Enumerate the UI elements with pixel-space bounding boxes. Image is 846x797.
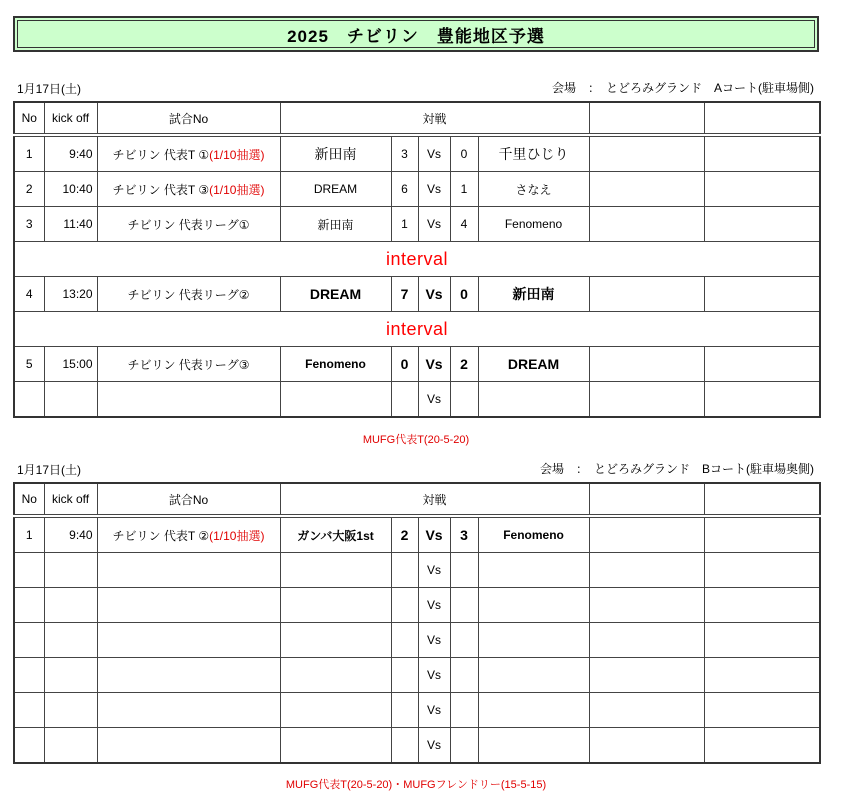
match-note: (1/10抽選): [209, 147, 265, 162]
table-row: [14, 135, 820, 172]
header-no: No: [14, 483, 44, 516]
vs-label: Vs: [418, 728, 450, 764]
score2: 0: [450, 277, 478, 312]
vs-label: Vs: [418, 623, 450, 658]
court-a-venue: 会場 ： とどろみグランド Aコート(駐車場側): [552, 81, 814, 95]
table-row: [14, 623, 820, 658]
vs-label: Vs: [418, 693, 450, 728]
interval-row: [14, 242, 820, 277]
match-cell: [97, 172, 280, 207]
table-row: [14, 588, 820, 623]
team1: DREAM: [280, 277, 391, 312]
score1: 1: [391, 207, 418, 242]
match-name: チビリン 代表リーグ①: [97, 207, 280, 242]
kickoff-time: 11:40: [44, 207, 97, 242]
table-row: [14, 693, 820, 728]
match-number: 5: [14, 347, 44, 382]
team1: 新田南: [280, 207, 391, 242]
match-number: 1: [14, 135, 44, 172]
team2: 千里ひじり: [478, 135, 589, 172]
team2: DREAM: [478, 347, 589, 382]
match-cell: [97, 516, 280, 553]
team1: 新田南: [280, 135, 391, 172]
vs-label: Vs: [418, 382, 450, 418]
kickoff-time: 9:40: [44, 135, 97, 172]
court-a-table: [13, 101, 821, 418]
kickoff-time: 10:40: [44, 172, 97, 207]
court-a-date: 1月17日(土): [17, 82, 82, 96]
header-no: No: [14, 102, 44, 135]
table-row: [14, 553, 820, 588]
header-kickoff: kick off: [44, 102, 97, 135]
table-row: [14, 728, 820, 764]
match-number: 2: [14, 172, 44, 207]
score1: 2: [391, 516, 418, 553]
team1: Fenomeno: [280, 347, 391, 382]
header-versus: 対戦: [280, 483, 589, 516]
header-row: [14, 102, 820, 135]
score2: 1: [450, 172, 478, 207]
court-b-venue: 会場 ： とどろみグランド Bコート(駐車場奥側): [540, 462, 814, 476]
match-note: (1/10抽選): [209, 182, 265, 197]
score2: 2: [450, 347, 478, 382]
team2: Fenomeno: [478, 207, 589, 242]
vs-label: Vs: [418, 553, 450, 588]
match-number: 4: [14, 277, 44, 312]
match-note: (1/10抽選): [209, 528, 265, 543]
match-name: チビリン 代表T ①: [112, 147, 210, 162]
header-match: 試合No: [97, 102, 280, 135]
match-name: チビリン 代表リーグ②: [97, 277, 280, 312]
vs-label: Vs: [418, 172, 450, 207]
team2: Fenomeno: [478, 516, 589, 553]
team2: さなえ: [478, 172, 589, 207]
score2: 0: [450, 135, 478, 172]
table-row: [14, 277, 820, 312]
team1: DREAM: [280, 172, 391, 207]
interval-row: [14, 312, 820, 347]
court-a-note: MUFG代表T(20-5-20): [362, 434, 470, 446]
kickoff-time: 9:40: [44, 516, 97, 553]
score2: 4: [450, 207, 478, 242]
header-row: [14, 483, 820, 516]
table-row: [14, 347, 820, 382]
court-b-date: 1月17日(土): [17, 463, 82, 477]
match-name: チビリン 代表T ②: [112, 528, 210, 543]
team2: 新田南: [478, 277, 589, 312]
header-match: 試合No: [97, 483, 280, 516]
score2: 3: [450, 516, 478, 553]
table-row: [14, 382, 820, 418]
vs-label: Vs: [418, 277, 450, 312]
court-b-table: [13, 482, 821, 764]
vs-label: Vs: [418, 516, 450, 553]
table-row: [14, 172, 820, 207]
score1: 0: [391, 347, 418, 382]
header-kickoff: kick off: [44, 483, 97, 516]
court-b-note: MUFG代表T(20-5-20)・MUFGフレンドリー(15-5-15): [285, 779, 547, 791]
interval-label: interval: [14, 312, 820, 347]
kickoff-time: 13:20: [44, 277, 97, 312]
vs-label: Vs: [418, 207, 450, 242]
table-row: [14, 516, 820, 553]
vs-label: Vs: [418, 658, 450, 693]
score1: 3: [391, 135, 418, 172]
vs-label: Vs: [418, 588, 450, 623]
match-cell: [97, 135, 280, 172]
vs-label: Vs: [418, 347, 450, 382]
table-row: [14, 207, 820, 242]
score1: 7: [391, 277, 418, 312]
header-versus: 対戦: [280, 102, 589, 135]
interval-label: interval: [14, 242, 820, 277]
score1: 6: [391, 172, 418, 207]
match-name: チビリン 代表T ③: [112, 182, 210, 197]
page-title: 2025 チビリン 豊能地区予選: [13, 16, 819, 52]
vs-label: Vs: [418, 135, 450, 172]
match-number: 1: [14, 516, 44, 553]
table-row: [14, 658, 820, 693]
kickoff-time: 15:00: [44, 347, 97, 382]
match-number: 3: [14, 207, 44, 242]
match-name: チビリン 代表リーグ③: [97, 347, 280, 382]
team1: ガンバ大阪1st: [280, 516, 391, 553]
